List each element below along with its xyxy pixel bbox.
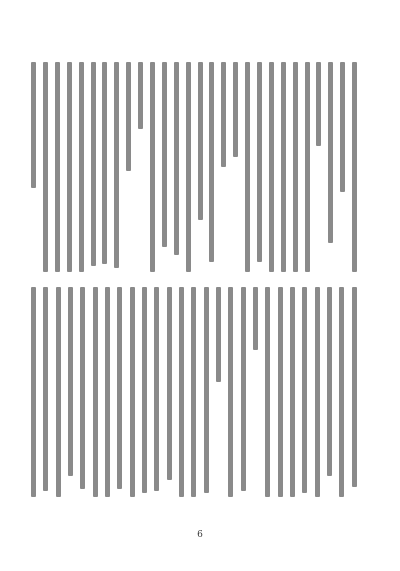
text-column bbox=[40, 62, 49, 272]
text-line bbox=[340, 62, 345, 192]
text-column bbox=[242, 62, 251, 272]
text-column bbox=[254, 62, 263, 272]
text-column bbox=[123, 62, 132, 272]
text-line bbox=[198, 62, 203, 220]
text-block-bottom bbox=[28, 287, 358, 497]
text-column bbox=[349, 287, 358, 497]
text-line bbox=[91, 62, 96, 266]
text-line bbox=[138, 62, 143, 129]
text-line bbox=[221, 62, 226, 167]
text-line bbox=[269, 62, 274, 272]
text-line bbox=[293, 62, 298, 272]
text-column bbox=[40, 287, 49, 497]
text-line bbox=[68, 287, 73, 476]
text-column bbox=[171, 62, 180, 272]
text-line bbox=[105, 287, 110, 497]
text-column bbox=[313, 62, 322, 272]
text-column bbox=[278, 62, 287, 272]
text-line bbox=[126, 62, 131, 171]
text-line bbox=[228, 287, 233, 497]
text-column bbox=[164, 287, 173, 497]
text-column bbox=[90, 287, 99, 497]
text-column bbox=[275, 287, 284, 497]
text-line bbox=[130, 287, 135, 497]
text-column bbox=[188, 287, 197, 497]
text-line bbox=[302, 287, 307, 493]
text-line bbox=[43, 62, 48, 272]
text-column bbox=[287, 287, 296, 497]
text-column bbox=[238, 287, 247, 497]
text-line bbox=[179, 287, 184, 497]
text-column bbox=[76, 62, 85, 272]
text-column bbox=[28, 287, 37, 497]
text-line bbox=[117, 287, 122, 489]
text-line bbox=[327, 287, 332, 476]
text-line bbox=[150, 62, 155, 272]
text-line bbox=[167, 287, 172, 480]
text-line bbox=[290, 287, 295, 497]
text-line bbox=[191, 287, 196, 497]
text-line bbox=[328, 62, 333, 243]
text-column bbox=[195, 62, 204, 272]
page-number: 6 bbox=[197, 530, 203, 540]
text-column bbox=[230, 62, 239, 272]
text-line bbox=[43, 287, 48, 491]
text-column bbox=[201, 287, 210, 497]
text-line bbox=[154, 287, 159, 491]
text-line bbox=[174, 62, 179, 255]
text-line bbox=[216, 287, 221, 382]
text-line bbox=[278, 287, 283, 497]
text-line bbox=[316, 62, 321, 146]
text-line bbox=[114, 62, 119, 268]
text-line bbox=[233, 62, 238, 157]
text-column bbox=[312, 287, 321, 497]
text-column bbox=[53, 287, 62, 497]
text-line bbox=[67, 62, 72, 272]
text-line bbox=[56, 287, 61, 497]
text-line bbox=[102, 62, 107, 264]
text-line bbox=[352, 62, 357, 272]
text-line bbox=[31, 287, 36, 497]
text-column bbox=[111, 62, 120, 272]
text-column bbox=[159, 62, 168, 272]
text-line bbox=[142, 287, 147, 493]
text-column bbox=[28, 62, 37, 272]
text-line bbox=[245, 62, 250, 272]
text-column bbox=[183, 62, 192, 272]
text-column bbox=[336, 287, 345, 497]
text-column bbox=[218, 62, 227, 272]
text-column bbox=[151, 287, 160, 497]
text-column bbox=[266, 62, 275, 272]
text-line bbox=[186, 62, 191, 272]
text-block-top bbox=[28, 62, 358, 272]
text-line bbox=[265, 287, 270, 497]
text-column bbox=[302, 62, 311, 272]
text-line bbox=[162, 62, 167, 247]
text-column bbox=[64, 62, 73, 272]
text-column bbox=[325, 62, 334, 272]
text-line bbox=[204, 287, 209, 493]
text-column bbox=[337, 62, 346, 272]
text-line bbox=[339, 287, 344, 497]
text-line bbox=[209, 62, 214, 262]
text-line bbox=[241, 287, 246, 491]
text-column bbox=[147, 62, 156, 272]
text-column bbox=[213, 287, 222, 497]
text-column bbox=[206, 62, 215, 272]
text-column bbox=[349, 62, 358, 272]
text-line bbox=[305, 62, 310, 272]
text-column bbox=[99, 62, 108, 272]
text-line bbox=[352, 287, 357, 487]
text-line bbox=[257, 62, 262, 262]
text-column bbox=[324, 287, 333, 497]
text-line bbox=[315, 287, 320, 497]
text-line bbox=[31, 62, 36, 188]
text-line bbox=[281, 62, 286, 272]
text-column bbox=[176, 287, 185, 497]
text-column bbox=[290, 62, 299, 272]
text-column bbox=[102, 287, 111, 497]
text-column bbox=[139, 287, 148, 497]
text-line bbox=[80, 287, 85, 489]
text-column bbox=[65, 287, 74, 497]
text-column bbox=[250, 287, 259, 497]
text-column bbox=[52, 62, 61, 272]
text-column bbox=[114, 287, 123, 497]
text-line bbox=[79, 62, 84, 272]
text-line bbox=[253, 287, 258, 350]
text-column bbox=[262, 287, 271, 497]
text-line bbox=[93, 287, 98, 497]
text-column bbox=[135, 62, 144, 272]
text-column bbox=[225, 287, 234, 497]
text-line bbox=[55, 62, 60, 272]
text-column bbox=[88, 62, 97, 272]
text-column bbox=[127, 287, 136, 497]
text-column bbox=[299, 287, 308, 497]
text-column bbox=[77, 287, 86, 497]
